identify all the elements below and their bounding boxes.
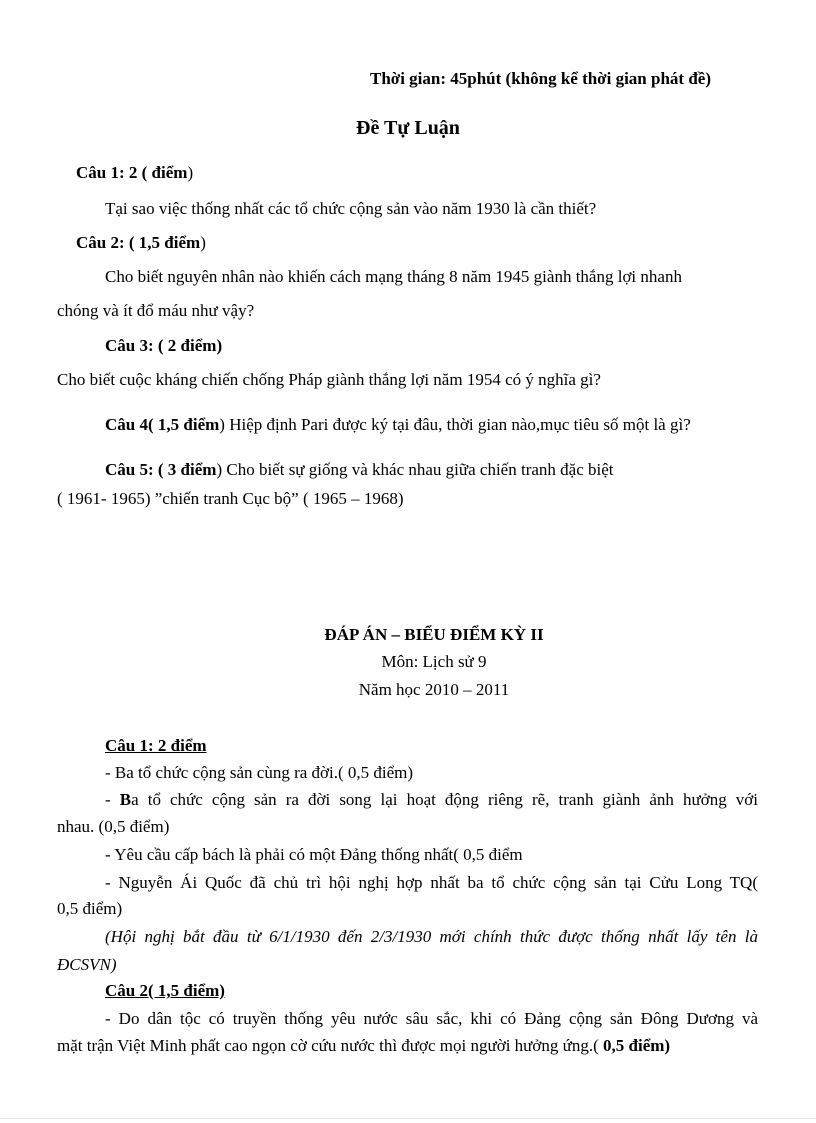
answer-2-title: Câu 2( 1,5 điểm) bbox=[105, 981, 225, 1000]
answers-year: Năm học 2010 – 2011 bbox=[358, 680, 510, 699]
answer-1-bullet-2-line2: nhau. (0,5 điểm) bbox=[57, 817, 170, 836]
question-3-label: Câu 3: ( 2 điểm) bbox=[105, 336, 223, 355]
question-1-text: Tại sao việc thống nhất các tổ chức cộng sản vào năm 1930 là cần thiết? bbox=[105, 199, 597, 218]
answer-1-bullet-3: - Yêu cầu cấp bách là phải có một Đảng thống nhất( 0,5 điểm bbox=[105, 845, 523, 864]
exam-title: Đề Tự Luận bbox=[356, 117, 460, 139]
answer-1-note-line2: ĐCSVN) bbox=[57, 955, 117, 974]
answer-1-bullet-4-line2: 0,5 điểm) bbox=[57, 899, 123, 918]
time-note: Thời gian: 45phút (không kể thời gian phát đề) bbox=[370, 69, 711, 88]
question-5-line2: ( 1961- 1965) ”chiến tranh Cục bộ” ( 1965 – 1968) bbox=[57, 489, 404, 508]
answer-2-bullet-1-line2: mặt trận Việt Minh phất cao ngọn cờ cứu nước thì được mọi người hưởng ứng.( 0,5 điểm) bbox=[57, 1036, 671, 1055]
question-5-line1: Câu 5: ( 3 điểm) Cho biết sự giống và khác nhau giữa chiến tranh đặc biệt bbox=[105, 460, 614, 479]
answers-heading: ĐÁP ÁN – BIỂU ĐIỂM KỲ II bbox=[324, 625, 544, 644]
question-4: Câu 4( 1,5 điểm) Hiệp định Pari được ký tại đâu, thời gian nào,mục tiêu số một là gì? bbox=[105, 415, 691, 434]
answer-1-bullet-1: - Ba tổ chức cộng sản cùng ra đời.( 0,5 điểm) bbox=[105, 763, 414, 782]
answer-2-bullet-1-line1: - Do dân tộc có truyền thống yêu nước sâu sắc, khi có Đảng cộng sản Đông Dương và bbox=[105, 1009, 758, 1028]
answer-1-title: Câu 1: 2 điểm bbox=[105, 736, 207, 755]
question-1-label: Câu 1: 2 ( điểm) bbox=[76, 163, 194, 182]
answer-1-note-line1: (Hội nghị bắt đầu từ 6/1/1930 đến 2/3/1930 mới chính thức được thống nhất lấy tên là bbox=[105, 927, 758, 946]
question-2-label: Câu 2: ( 1,5 điểm) bbox=[76, 233, 206, 252]
answer-1-bullet-4-line1: - Nguyễn Ái Quốc đã chủ trì hội nghị hợp nhất ba tổ chức cộng sản tại Cửu Long TQ( bbox=[105, 873, 758, 892]
answer-1-bullet-2-line1: - Ba tổ chức cộng sản ra đời song lại hoạt động riêng rẽ, tranh giành ảnh hưởng với bbox=[105, 790, 758, 809]
question-3-text: Cho biết cuộc kháng chiến chống Pháp giành thắng lợi năm 1954 có ý nghĩa gì? bbox=[57, 370, 601, 389]
question-2-text-line2: chóng và ít đổ máu như vậy? bbox=[57, 301, 255, 320]
question-2-text-line1: Cho biết nguyên nhân nào khiến cách mạng tháng 8 năm 1945 giành thắng lợi nhanh bbox=[105, 267, 682, 286]
answers-subject: Môn: Lịch sử 9 bbox=[381, 652, 487, 671]
page-bottom-rule bbox=[0, 1118, 816, 1119]
